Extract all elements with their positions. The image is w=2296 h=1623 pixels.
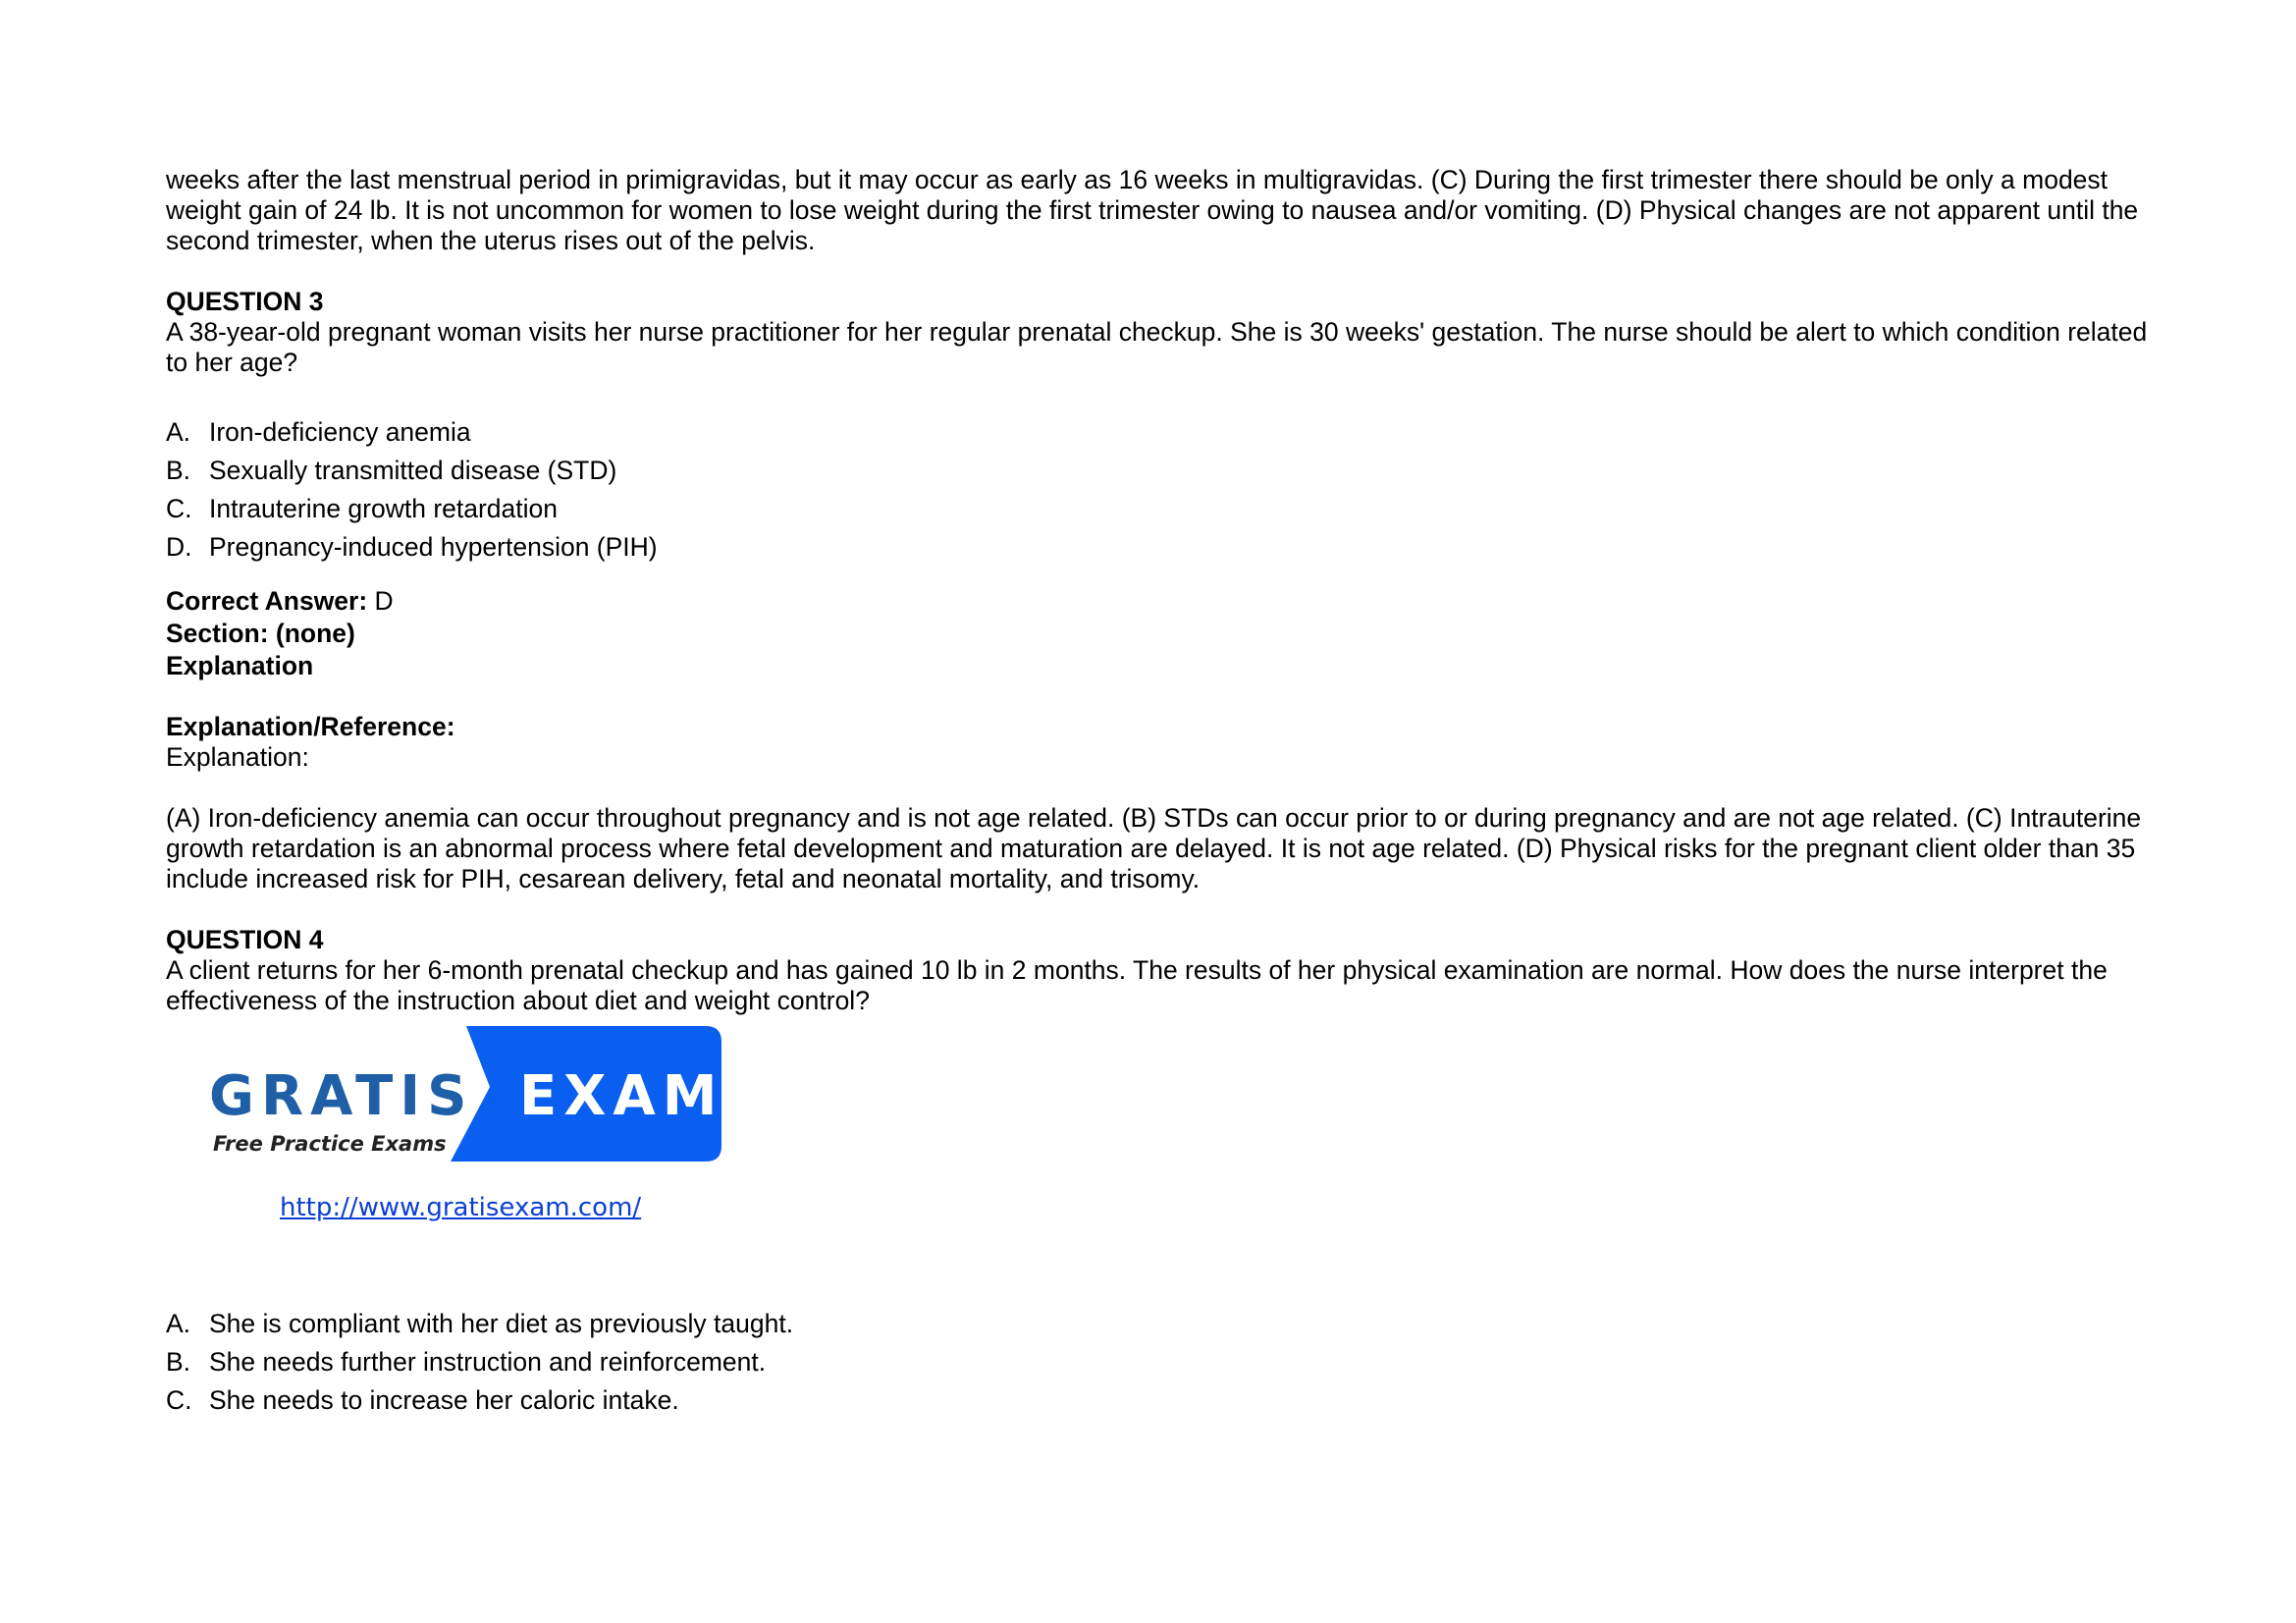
gratisexam-logo (201, 1026, 724, 1162)
option-a: A. She is compliant with her diet as previously taught. (166, 1309, 794, 1338)
logo-tagline: Free Practice Exams (213, 1132, 447, 1156)
explanation-text: (A) Iron-deficiency anemia can occur throughout pregnancy and is not age related. (B) STDs can occur prior to or during pregnancy and are not age related. (C) Intrauterine growth retardation is an abnormal process where fetal development and maturation are delayed. It is not age related. (D) Physical risks for the pregnant client older than 35 include increased risk for PIH, cesarean delivery, fetal and neonatal mortality, and trisomy. (166, 803, 2142, 893)
explanation-label: Explanation (166, 651, 314, 680)
option-d: D. Pregnancy-induced hypertension (PIH) (166, 532, 658, 562)
option-b: B. Sexually transmitted disease (STD) (166, 456, 617, 485)
option-b: B. She needs further instruction and reinforcement. (166, 1347, 767, 1377)
link-line (280, 1189, 2149, 1224)
question-3-heading: QUESTION 3 (166, 287, 324, 316)
question-4 (166, 925, 2149, 1420)
option-c: C. She needs to increase her caloric intake. (166, 1385, 679, 1415)
explanation-reference-label: Explanation/Reference: (166, 712, 455, 741)
question-3-options (166, 413, 2149, 567)
correct-answer: Correct Answer: D (166, 586, 394, 616)
question-3 (166, 287, 2149, 894)
document-page (166, 165, 2149, 1420)
question-4-options (166, 1305, 2149, 1420)
option-a: A. Iron-deficiency anemia (166, 417, 471, 447)
logo-word-gratis: GRATIS (209, 1064, 474, 1128)
question-4-stem: A client returns for her 6-month prenatal checkup and has gained 10 lb in 2 months. The results of her physical examination are normal. How does the nurse interpret the effectiveness of the instruction about diet and weight control? (166, 955, 2108, 1015)
question-4-heading: QUESTION 4 (166, 925, 324, 954)
logo-word-exam: EXAM (519, 1064, 724, 1128)
gratisexam-link[interactable]: http://www.gratisexam.com/ (280, 1193, 642, 1222)
explanation-sub-label: Explanation: (166, 742, 309, 772)
intro-paragraph: weeks after the last menstrual period in primigravidas, but it may occur as early as 16 weeks in multigravidas. (C) During the first trimester there should be only a modest weight gain of 24 lb. It is not uncommon for women to lose weight during the first trimester owing to nausea and/or vomiting. (D) Physical changes are not apparent until the second trimester, when the uterus rises out of the pelvis. (166, 165, 2139, 255)
option-c: C. Intrauterine growth retardation (166, 494, 559, 523)
question-3-stem: A 38-year-old pregnant woman visits her nurse practitioner for her regular prenatal checkup. She is 30 weeks' gestation. The nurse should be alert to which condition related to her age? (166, 317, 2148, 377)
section-label: Section: (none) (166, 619, 355, 648)
